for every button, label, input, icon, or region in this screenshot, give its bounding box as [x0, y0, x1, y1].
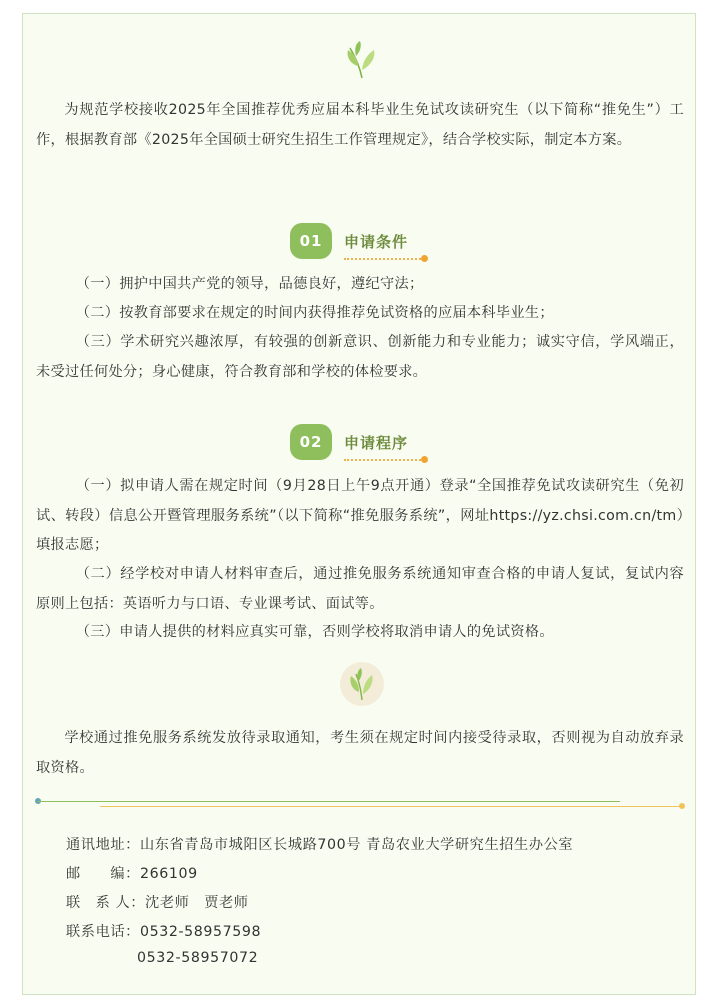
contact-postcode: 邮 编：266109: [66, 866, 198, 882]
procedure-item: （二）经学校对申请人材料审查后，通过推免服务系统通知审查合格的申请人复试，复试内容原则上包括：英语听力与口语、专业课考试、面试等。: [36, 566, 684, 612]
condition-item: （二）按教育部要求在规定的时间内获得推荐免试资格的应届本科毕业生；: [75, 305, 554, 321]
wheat-leaf-icon: [344, 40, 380, 80]
condition-item: （三）学术研究兴趣浓厚，有较强的创新意识、创新能力和专业能力；诚实守信，学风端正，未受过任何处分；身心健康，符合教育部和学校的体检要求。: [36, 334, 684, 380]
closing-paragraph: 学校通过推免服务系统发放待录取通知，考生须在规定时间内接受待录取，否则视为自动放弃录取资格。: [36, 730, 684, 776]
section-title: 申请程序: [344, 434, 409, 452]
section-number-badge: 01: [290, 223, 332, 259]
section-title: 申请条件: [344, 233, 409, 251]
divider-line: [100, 806, 682, 807]
wheat-leaf-circle-icon: [340, 662, 384, 706]
divider-dot: [679, 803, 685, 809]
divider-line: [38, 801, 620, 802]
contact-phone-2: 0532-58957072: [137, 950, 259, 966]
condition-item: （一）拥护中国共产党的领导，品德良好，遵纪守法；: [75, 276, 424, 292]
contact-phone: 联系电话：0532-58957598: [66, 924, 262, 940]
contact-person: 联 系 人：沈老师 贾老师: [66, 895, 249, 911]
section-underline-dot: [421, 456, 428, 463]
intro-paragraph: 为规范学校接收2025年全国推荐优秀应届本科毕业生免试攻读研究生（以下简称“推免生”）工作，根据教育部《2025年全国硕士研究生招生工作管理规定》，结合学校实际，制定本方案。: [36, 102, 684, 148]
contact-address: 通讯地址：山东省青岛市城阳区长城路700号 青岛农业大学研究生招生办公室: [66, 837, 574, 853]
section-underline: [344, 459, 424, 461]
section-number-badge: 02: [290, 424, 332, 460]
section-underline-dot: [421, 255, 428, 262]
procedure-item: （一）拟申请人需在规定时间（9月28日上午9点开通）登录“全国推荐免试攻读研究生（免初试、转段）信息公开暨管理服务系统”（以下简称“推免服务系统”，网址https://yz.chsi.com.cn/tm）填报志愿；: [36, 478, 684, 553]
procedure-item: （三）申请人提供的材料应真实可靠，否则学校将取消申请人的免试资格。: [75, 624, 554, 640]
section-underline: [344, 258, 424, 260]
